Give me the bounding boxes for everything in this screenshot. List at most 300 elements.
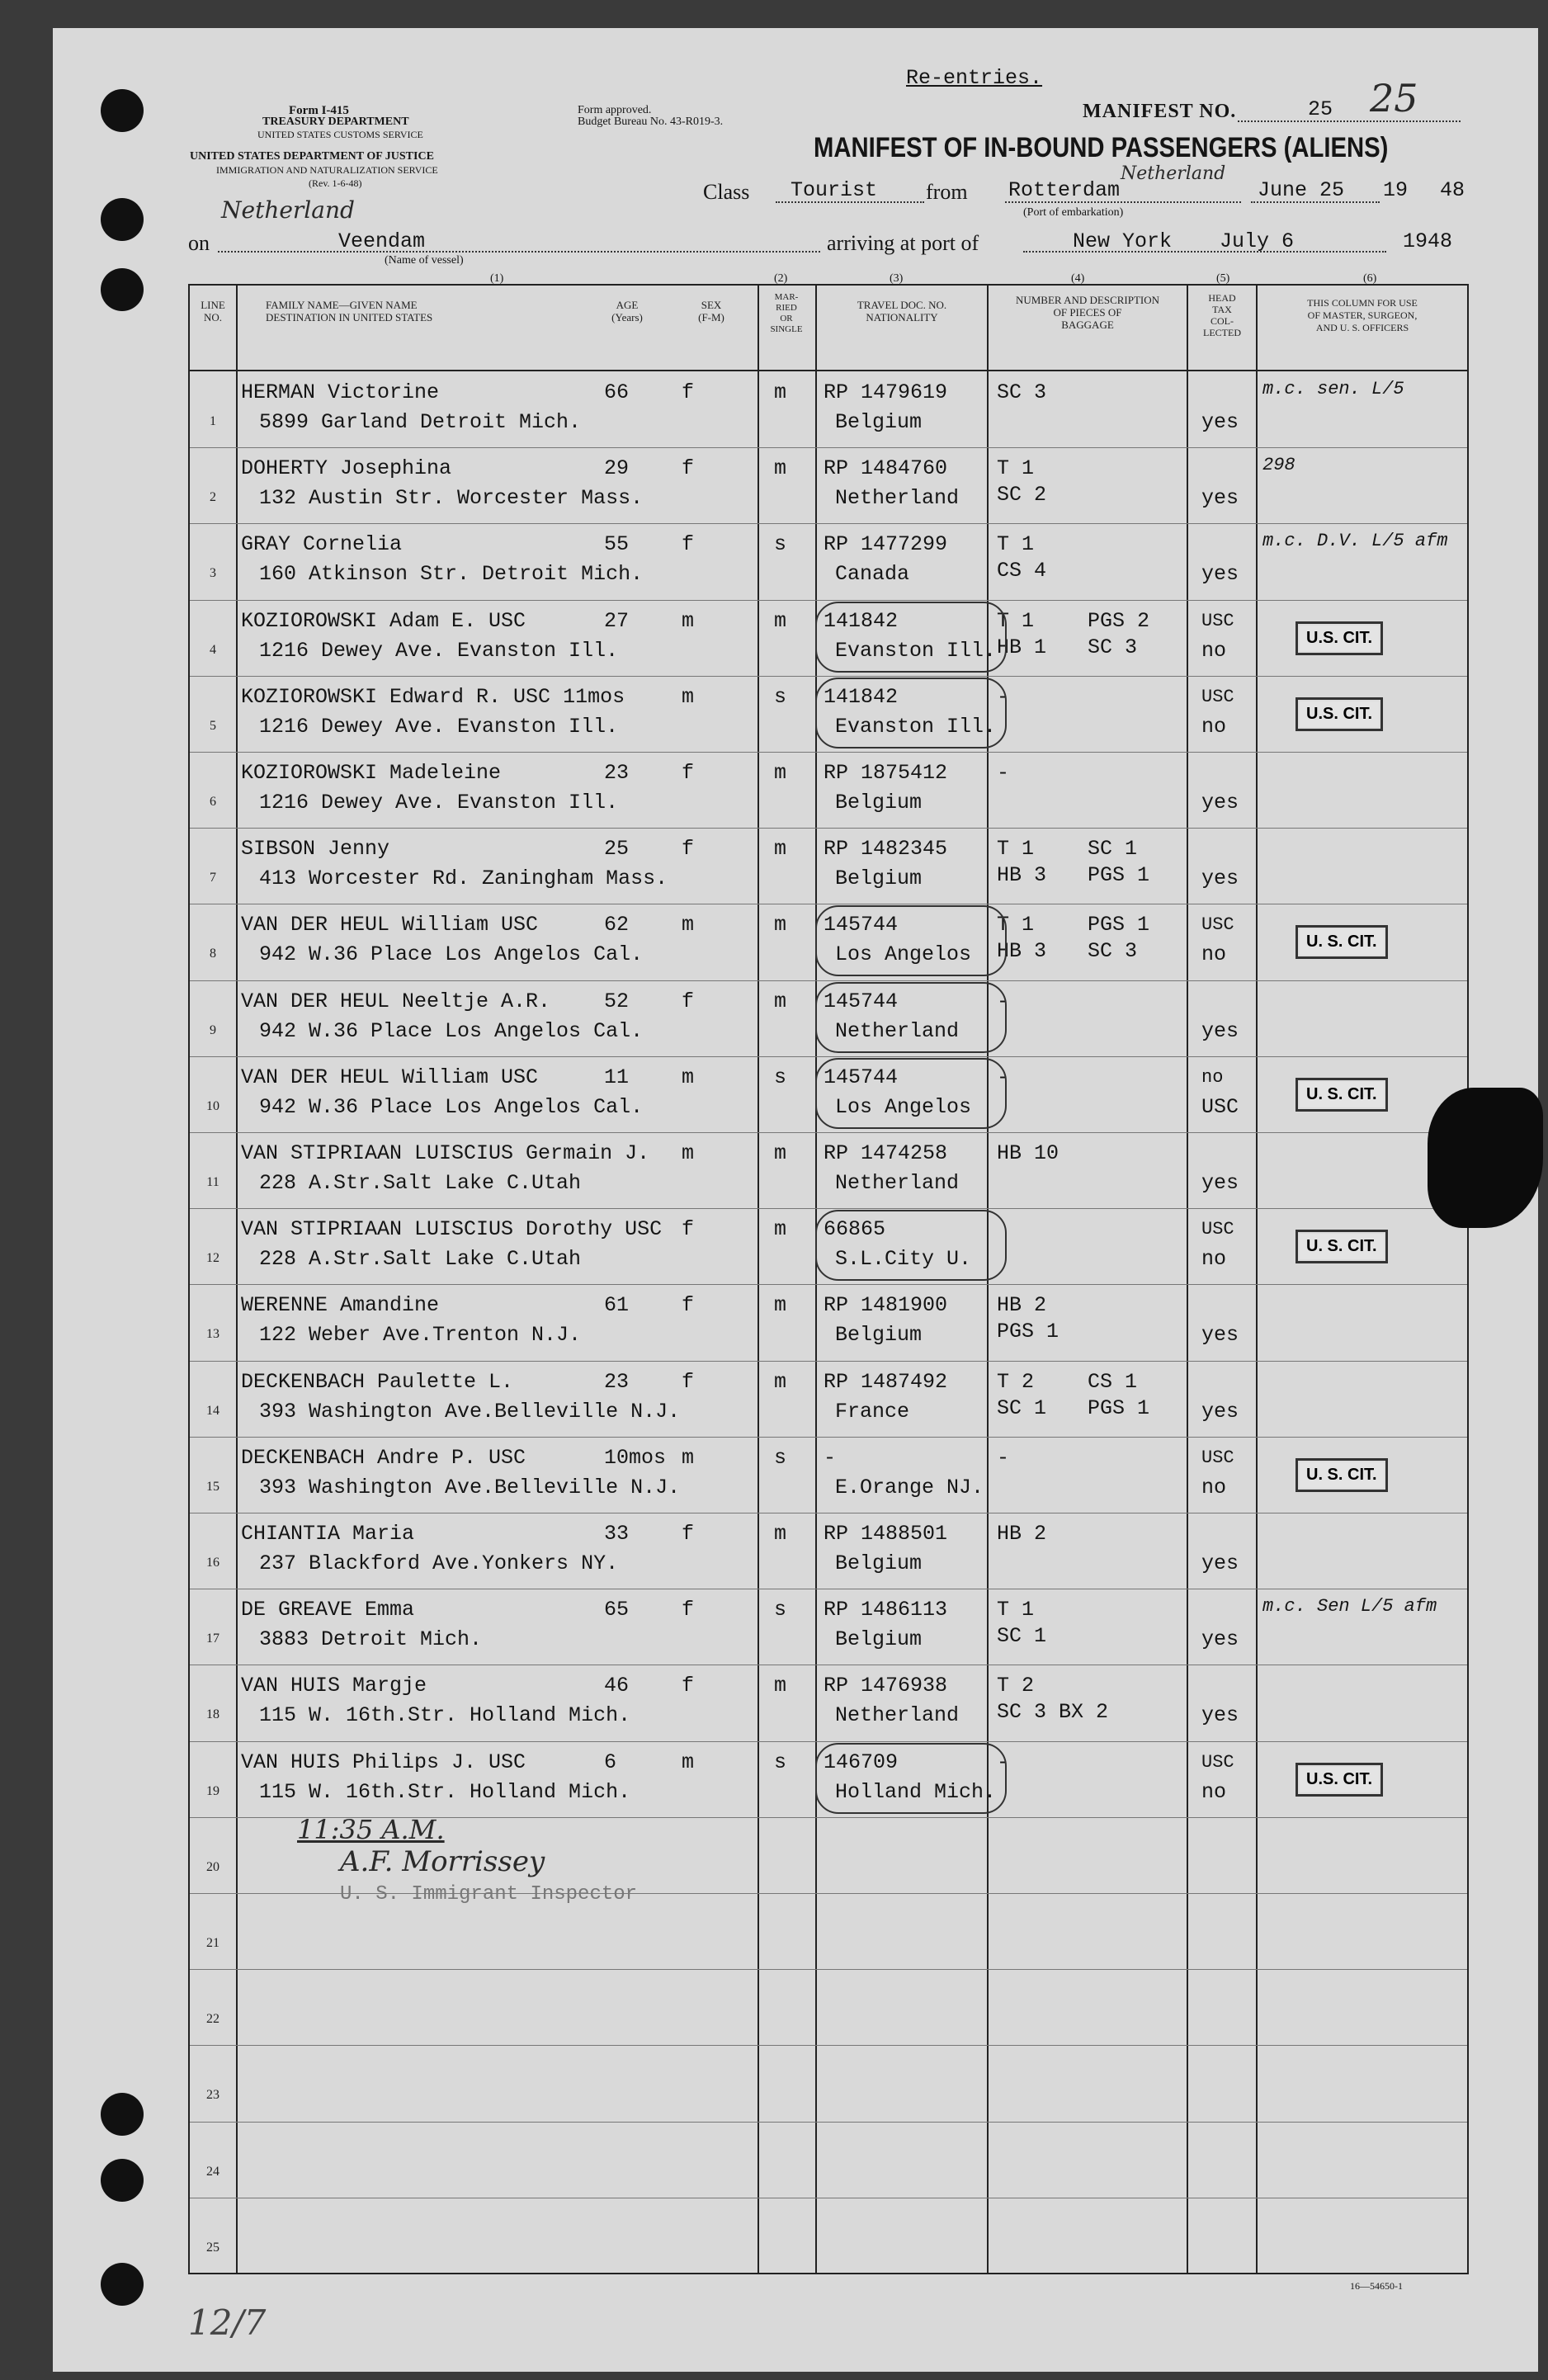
baggage: T 1: [997, 837, 1035, 862]
line-number: 18: [206, 1707, 219, 1722]
ins: IMMIGRATION AND NATURALIZATION SERVICE: [216, 164, 438, 176]
baggage: SC 1: [997, 1624, 1047, 1649]
destination: 5899 Garland Detroit Mich.: [259, 410, 582, 434]
officer-note: m.c. D.V. L/5 afm: [1262, 531, 1448, 552]
baggage: HB 2: [997, 1522, 1047, 1546]
from-value: Rotterdam: [1008, 178, 1121, 202]
col-married: MAR- RIED OR SINGLE: [770, 292, 803, 334]
vessel-label: (Name of vessel): [385, 254, 464, 267]
travel-doc: RP 1476938: [824, 1674, 948, 1698]
head-tax: no: [1201, 638, 1227, 663]
age: 62: [604, 913, 630, 937]
destination: 393 Washington Ave.Belleville N.J.: [259, 1399, 681, 1424]
punch-hole: [101, 2159, 144, 2202]
marital-status: s: [774, 1750, 787, 1774]
head-tax: yes: [1201, 1627, 1239, 1652]
marital-status: s: [774, 1445, 787, 1470]
table-row: [190, 904, 1467, 980]
marital-status: m: [774, 913, 787, 937]
travel-doc: RP 1484760: [824, 456, 948, 481]
baggage: HB 10: [997, 1141, 1060, 1165]
marital-status: m: [774, 1217, 787, 1242]
line-number: 24: [206, 2164, 219, 2179]
table-row: [190, 447, 1467, 523]
baggage: -: [997, 761, 1010, 785]
travel-doc: 141842: [824, 684, 899, 709]
age: 29: [604, 456, 630, 481]
baggage: T 1: [997, 532, 1035, 557]
passenger-name: VAN HUIS Philips J. USC: [241, 1750, 526, 1774]
travel-doc: RP 1477299: [824, 532, 948, 557]
nationality: Belgium: [835, 1323, 923, 1348]
passenger-name: WERENNE Amandine: [241, 1293, 440, 1318]
baggage: PGS 1: [997, 1320, 1060, 1344]
year-prefix: 19: [1383, 178, 1409, 202]
sex: f: [682, 1217, 695, 1242]
circled-passport: [815, 1058, 1010, 1129]
passenger-name: VAN STIPRIAAN LUISCIUS Germain J.: [241, 1141, 650, 1165]
line-number: 1: [210, 414, 216, 428]
head-tax: yes: [1201, 867, 1239, 891]
col-line-no: LINE NO.: [201, 299, 225, 323]
sex: f: [682, 837, 695, 862]
destination: 1216 Dewey Ave. Evanston Ill.: [259, 638, 619, 663]
travel-doc: -: [824, 1445, 837, 1470]
travel-doc: RP 1479619: [824, 380, 948, 404]
passenger-name: DOHERTY Josephina: [241, 456, 452, 481]
table-row-empty: [190, 2045, 1467, 2121]
sex: m: [682, 1445, 695, 1470]
baggage: SC 1: [997, 1395, 1047, 1420]
age: 25: [604, 837, 630, 862]
nationality: Belgium: [835, 1627, 923, 1652]
us-citizen-stamp: U.S. CIT.: [1296, 697, 1383, 731]
manifest-no-handwritten: 25: [1370, 76, 1418, 120]
col-travel: TRAVEL DOC. NO. NATIONALITY: [857, 299, 947, 323]
head-tax-note: USC: [1201, 610, 1234, 631]
baggage: SC 3 BX 2: [997, 1700, 1109, 1725]
punch-hole: [101, 2263, 144, 2306]
sex: m: [682, 1065, 695, 1089]
manifest-table: [188, 284, 1469, 2274]
destination: 160 Atkinson Str. Detroit Mich.: [259, 562, 644, 587]
table-row: [190, 600, 1467, 676]
table-row: [190, 752, 1467, 828]
age: 55: [604, 532, 630, 557]
us-citizen-stamp: U. S. CIT.: [1296, 1078, 1388, 1112]
sex: m: [682, 684, 695, 709]
nationality: Evanston Ill.: [835, 638, 997, 663]
passenger-name: DECKENBACH Andre P. USC: [241, 1445, 526, 1470]
inspector-stamp: U. S. Immigrant Inspector: [340, 1883, 638, 1905]
passenger-name: GRAY Cornelia: [241, 532, 403, 557]
head-tax: yes: [1201, 1018, 1239, 1043]
head-tax: yes: [1201, 1171, 1239, 1195]
footer-signature: A.F. Morrissey: [340, 1845, 545, 1878]
baggage: HB 3: [997, 863, 1047, 888]
baggage: T 2: [997, 1369, 1035, 1394]
head-tax: no: [1201, 1475, 1227, 1499]
sex: f: [682, 1522, 695, 1546]
age: 52: [604, 989, 630, 1013]
budget-bureau: Budget Bureau No. 43-R019-3.: [578, 116, 724, 128]
punch-hole: [101, 198, 144, 241]
us-citizen-stamp: U. S. CIT.: [1296, 1230, 1388, 1263]
col-headtax: HEAD TAX COL- LECTED: [1203, 292, 1241, 338]
line-number: 17: [206, 1632, 219, 1646]
baggage: -: [997, 1445, 1010, 1470]
table-row: [190, 1056, 1467, 1132]
head-tax: no: [1201, 714, 1227, 739]
arriving-label: arriving at port of: [827, 231, 979, 255]
table-row: [190, 676, 1467, 752]
line-number: 7: [210, 871, 216, 885]
manifest-title: MANIFEST OF IN-BOUND PASSENGERS (ALIENS): [814, 132, 1389, 163]
line-number: 23: [206, 2088, 219, 2103]
passenger-name: KOZIOROWSKI Edward R. USC 11mos: [241, 684, 625, 709]
age: 65: [604, 1598, 630, 1622]
baggage: T 2: [997, 1674, 1035, 1698]
circled-passport: [815, 905, 1007, 976]
from-label: from: [926, 180, 968, 204]
passenger-name: VAN STIPRIAAN LUISCIUS Dorothy USC: [241, 1217, 663, 1242]
age: 23: [604, 1369, 630, 1394]
line-number: 12: [206, 1251, 219, 1266]
marital-status: m: [774, 1369, 787, 1394]
baggage: CS 1: [1088, 1369, 1138, 1394]
on-label: on: [188, 231, 210, 255]
line-number: 4: [210, 642, 216, 657]
from-handwritten: Netherland: [1121, 163, 1226, 184]
sex: f: [682, 1293, 695, 1318]
nationality: France: [835, 1399, 910, 1424]
circled-passport: [815, 678, 1010, 748]
nationality: Evanston Ill.: [835, 714, 997, 739]
baggage: PGS 2: [1088, 608, 1150, 633]
head-tax-note: USC: [1201, 1447, 1234, 1468]
officer-note: m.c. Sen L/5 afm: [1262, 1596, 1437, 1617]
col-num: (5): [1216, 272, 1230, 285]
line-number: 19: [206, 1783, 219, 1798]
head-tax-note: USC: [1201, 686, 1234, 707]
table-row: [190, 1437, 1467, 1513]
marital-status: m: [774, 761, 787, 785]
punch-hole: [101, 268, 144, 311]
nationality: Los Angelos: [835, 1094, 972, 1119]
destination: 237 Blackford Ave.Yonkers NY.: [259, 1551, 619, 1575]
form-number: Form I-415: [289, 104, 349, 117]
us-citizen-stamp: U. S. CIT.: [1296, 1458, 1388, 1492]
travel-doc: RP 1481900: [824, 1293, 948, 1318]
punch-hole: [101, 2093, 144, 2136]
table-row: [190, 1361, 1467, 1437]
travel-doc: 145744: [824, 913, 899, 937]
age: 33: [604, 1522, 630, 1546]
destination: 1216 Dewey Ave. Evanston Ill.: [259, 714, 619, 739]
table-row: [190, 828, 1467, 904]
destination: 115 W. 16th.Str. Holland Mich.: [259, 1779, 631, 1804]
table-row: [190, 1132, 1467, 1208]
line-number: 9: [210, 1022, 216, 1037]
col-num: (2): [774, 272, 788, 285]
marital-status: m: [774, 380, 787, 404]
line-number: 25: [206, 2240, 219, 2255]
destination: 132 Austin Str. Worcester Mass.: [259, 486, 644, 511]
baggage: T 1: [997, 1598, 1035, 1622]
age: 23: [604, 761, 630, 785]
age: 11: [604, 1065, 630, 1089]
baggage: SC 3: [997, 380, 1047, 404]
sex: f: [682, 1598, 695, 1622]
officer-note: m.c. sen. L/5: [1262, 379, 1404, 399]
handwritten-netherland: Netherland: [221, 196, 355, 224]
baggage: PGS 1: [1088, 1395, 1150, 1420]
travel-doc: RP 1486113: [824, 1598, 948, 1622]
destination: 228 A.Str.Salt Lake C.Utah: [259, 1171, 582, 1195]
baggage: HB 2: [997, 1293, 1047, 1318]
reentries-label: Re-entries.: [906, 66, 1043, 90]
head-tax: no: [1201, 1779, 1227, 1804]
passenger-name: KOZIOROWSKI Adam E. USC: [241, 608, 526, 633]
date-from: June 25: [1258, 178, 1345, 202]
col-baggage: NUMBER AND DESCRIPTION OF PIECES OF BAGGAGE: [1015, 294, 1160, 331]
line-number: 20: [206, 1859, 219, 1874]
marital-status: m: [774, 456, 787, 481]
destination: 228 A.Str.Salt Lake C.Utah: [259, 1247, 582, 1272]
ink-damage: [1428, 1088, 1543, 1228]
line-number: 10: [206, 1098, 219, 1113]
travel-doc: 141842: [824, 608, 899, 633]
head-tax: yes: [1201, 486, 1239, 511]
marital-status: s: [774, 532, 787, 557]
passenger-name: VAN DER HEUL Neeltje A.R.: [241, 989, 551, 1013]
baggage: HB 1: [997, 635, 1047, 659]
marital-status: s: [774, 684, 787, 709]
marital-status: m: [774, 1293, 787, 1318]
sex: m: [682, 608, 695, 633]
head-tax-note: USC: [1201, 1751, 1234, 1773]
travel-doc: 145744: [824, 989, 899, 1013]
baggage: CS 4: [997, 559, 1047, 583]
passenger-name: DECKENBACH Paulette L.: [241, 1369, 514, 1394]
footer-time: 11:35 A.M.: [297, 1814, 445, 1845]
baggage: SC 2: [997, 483, 1047, 508]
line-number: 22: [206, 2012, 219, 2027]
line-number: 8: [210, 947, 216, 961]
baggage: SC 3: [1088, 939, 1138, 964]
travel-doc: 146709: [824, 1750, 899, 1774]
marital-status: m: [774, 1141, 787, 1165]
head-tax: yes: [1201, 1323, 1239, 1348]
us-citizen-stamp: U.S. CIT.: [1296, 1763, 1383, 1797]
punch-hole: [101, 89, 144, 132]
circled-passport: [815, 982, 1010, 1053]
age: 46: [604, 1674, 630, 1698]
passenger-name: DE GREAVE Emma: [241, 1598, 415, 1622]
table-row: [190, 1741, 1467, 1817]
passenger-name: SIBSON Jenny: [241, 837, 390, 862]
revision: (Rev. 1-6-48): [309, 177, 362, 189]
arrival-date: July 6: [1220, 229, 1295, 253]
baggage: T 1: [997, 913, 1035, 937]
col-sex: SEX (F-M): [698, 299, 724, 323]
table-row-empty: [190, 2198, 1467, 2274]
customs-service: UNITED STATES CUSTOMS SERVICE: [257, 129, 423, 140]
nationality: Belgium: [835, 791, 923, 815]
nationality: E.Orange NJ.: [835, 1475, 984, 1499]
destination: 122 Weber Ave.Trenton N.J.: [259, 1323, 582, 1348]
corner-mark: 12/7: [188, 2302, 267, 2343]
sex: f: [682, 1674, 695, 1698]
sex: m: [682, 913, 695, 937]
sex: m: [682, 1750, 695, 1774]
age: 27: [604, 608, 630, 633]
us-citizen-stamp: U.S. CIT.: [1296, 621, 1383, 655]
col-age: AGE (Years): [611, 299, 643, 323]
baggage: SC 1: [1088, 837, 1138, 862]
nationality: Los Angelos: [835, 942, 972, 967]
baggage: -: [997, 1750, 1010, 1774]
marital-status: s: [774, 1598, 787, 1622]
travel-doc: RP 1482345: [824, 837, 948, 862]
destination: 942 W.36 Place Los Angelos Cal.: [259, 1094, 644, 1119]
head-tax: no: [1201, 942, 1227, 967]
nationality: Netherland: [835, 1703, 960, 1728]
col-name: FAMILY NAME—GIVEN NAME DESTINATION IN UNITED STATES: [266, 299, 433, 323]
sex: f: [682, 380, 695, 404]
destination: 942 W.36 Place Los Angelos Cal.: [259, 1018, 644, 1043]
head-tax: yes: [1201, 562, 1239, 587]
destination: 1216 Dewey Ave. Evanston Ill.: [259, 791, 619, 815]
travel-doc: 66865: [824, 1217, 886, 1242]
line-number: 13: [206, 1327, 219, 1342]
line-number: 16: [206, 1556, 219, 1570]
age: 66: [604, 380, 630, 404]
table-row: [190, 1284, 1467, 1360]
travel-doc: RP 1488501: [824, 1522, 948, 1546]
age: 6: [604, 1750, 617, 1774]
travel-doc: RP 1875412: [824, 761, 948, 785]
circled-passport: [815, 602, 1007, 673]
travel-doc: 145744: [824, 1065, 899, 1089]
head-tax: yes: [1201, 1703, 1239, 1728]
line-number: 14: [206, 1403, 219, 1418]
officer-note: 298: [1262, 455, 1296, 476]
nationality: Canada: [835, 562, 910, 587]
table-row-empty: [190, 1969, 1467, 2045]
head-tax: USC: [1201, 1094, 1239, 1119]
sex: f: [682, 456, 695, 481]
line-number: 6: [210, 795, 216, 809]
sex: m: [682, 1141, 695, 1165]
nationality: Netherland: [835, 1171, 960, 1195]
head-tax: yes: [1201, 791, 1239, 815]
passenger-name: VAN DER HEUL William USC: [241, 913, 539, 937]
sex: f: [682, 989, 695, 1013]
passenger-name: KOZIOROWSKI Madeleine: [241, 761, 502, 785]
travel-doc: RP 1474258: [824, 1141, 948, 1165]
marital-status: m: [774, 989, 787, 1013]
form-approved: Form approved.: [578, 104, 652, 116]
col-num: (3): [890, 272, 904, 285]
line-number: 11: [206, 1175, 219, 1189]
destination: 3883 Detroit Mich.: [259, 1627, 483, 1652]
marital-status: m: [774, 1522, 787, 1546]
head-tax: yes: [1201, 1551, 1239, 1575]
nationality: S.L.City U.: [835, 1247, 972, 1272]
baggage: PGS 1: [1088, 863, 1150, 888]
table-row: [190, 1513, 1467, 1589]
baggage: T 1: [997, 456, 1035, 481]
baggage: T 1: [997, 608, 1035, 633]
destination: 942 W.36 Place Los Angelos Cal.: [259, 942, 644, 967]
col-num: (1): [490, 272, 504, 285]
table-row: [190, 1665, 1467, 1740]
travel-doc: RP 1487492: [824, 1369, 948, 1394]
line-number: 3: [210, 566, 216, 581]
destination: 393 Washington Ave.Belleville N.J.: [259, 1475, 681, 1499]
circled-passport: [815, 1743, 1010, 1814]
col-num: (6): [1363, 272, 1377, 285]
age: 10mos: [604, 1445, 667, 1470]
sex: f: [682, 761, 695, 785]
nationality: Belgium: [835, 1551, 923, 1575]
head-tax-note: USC: [1201, 914, 1234, 936]
class-label: Class: [703, 180, 750, 204]
nationality: Belgium: [835, 867, 923, 891]
table-row: [190, 1208, 1467, 1284]
line-number: 5: [210, 718, 216, 733]
us-citizen-stamp: U. S. CIT.: [1296, 925, 1388, 959]
col-officers: THIS COLUMN FOR USE OF MASTER, SURGEON, AND U. S. OFFICERS: [1307, 297, 1418, 333]
baggage: -: [997, 989, 1010, 1013]
table-row-empty: [190, 2122, 1467, 2198]
age: 61: [604, 1293, 630, 1318]
marital-status: m: [774, 1674, 787, 1698]
table-row: [190, 980, 1467, 1056]
line-number: 15: [206, 1479, 219, 1494]
arrival-year: 1948: [1403, 229, 1453, 253]
head-tax: yes: [1201, 410, 1239, 434]
col-num: (4): [1071, 272, 1085, 285]
sex: f: [682, 532, 695, 557]
nationality: Belgium: [835, 410, 923, 434]
table-row: [190, 1589, 1467, 1665]
nationality: Netherland: [835, 486, 960, 511]
line-number: 2: [210, 490, 216, 505]
passenger-name: HERMAN Victorine: [241, 380, 440, 404]
port-embarkation-label: (Port of embarkation): [1023, 206, 1124, 219]
doj: UNITED STATES DEPARTMENT OF JUSTICE: [190, 150, 434, 163]
class-value: Tourist: [791, 178, 878, 202]
circled-passport: [815, 1210, 1007, 1281]
baggage: SC 3: [1088, 635, 1138, 659]
baggage: HB 3: [997, 939, 1047, 964]
table-row: [190, 371, 1467, 447]
nationality: Holland Mich.: [835, 1779, 997, 1804]
baggage: -: [997, 684, 1010, 709]
nationality: Netherland: [835, 1018, 960, 1043]
baggage: -: [997, 1065, 1010, 1089]
destination: 115 W. 16th.Str. Holland Mich.: [259, 1703, 631, 1728]
manifest-no: 25: [1308, 97, 1333, 121]
year-from: 48: [1440, 178, 1465, 202]
manifest-no-label: MANIFEST NO.: [1083, 101, 1237, 122]
table-row: [190, 523, 1467, 599]
passenger-name: VAN DER HEUL William USC: [241, 1065, 539, 1089]
baggage: PGS 1: [1088, 913, 1150, 937]
passenger-name: VAN HUIS Margje: [241, 1674, 427, 1698]
